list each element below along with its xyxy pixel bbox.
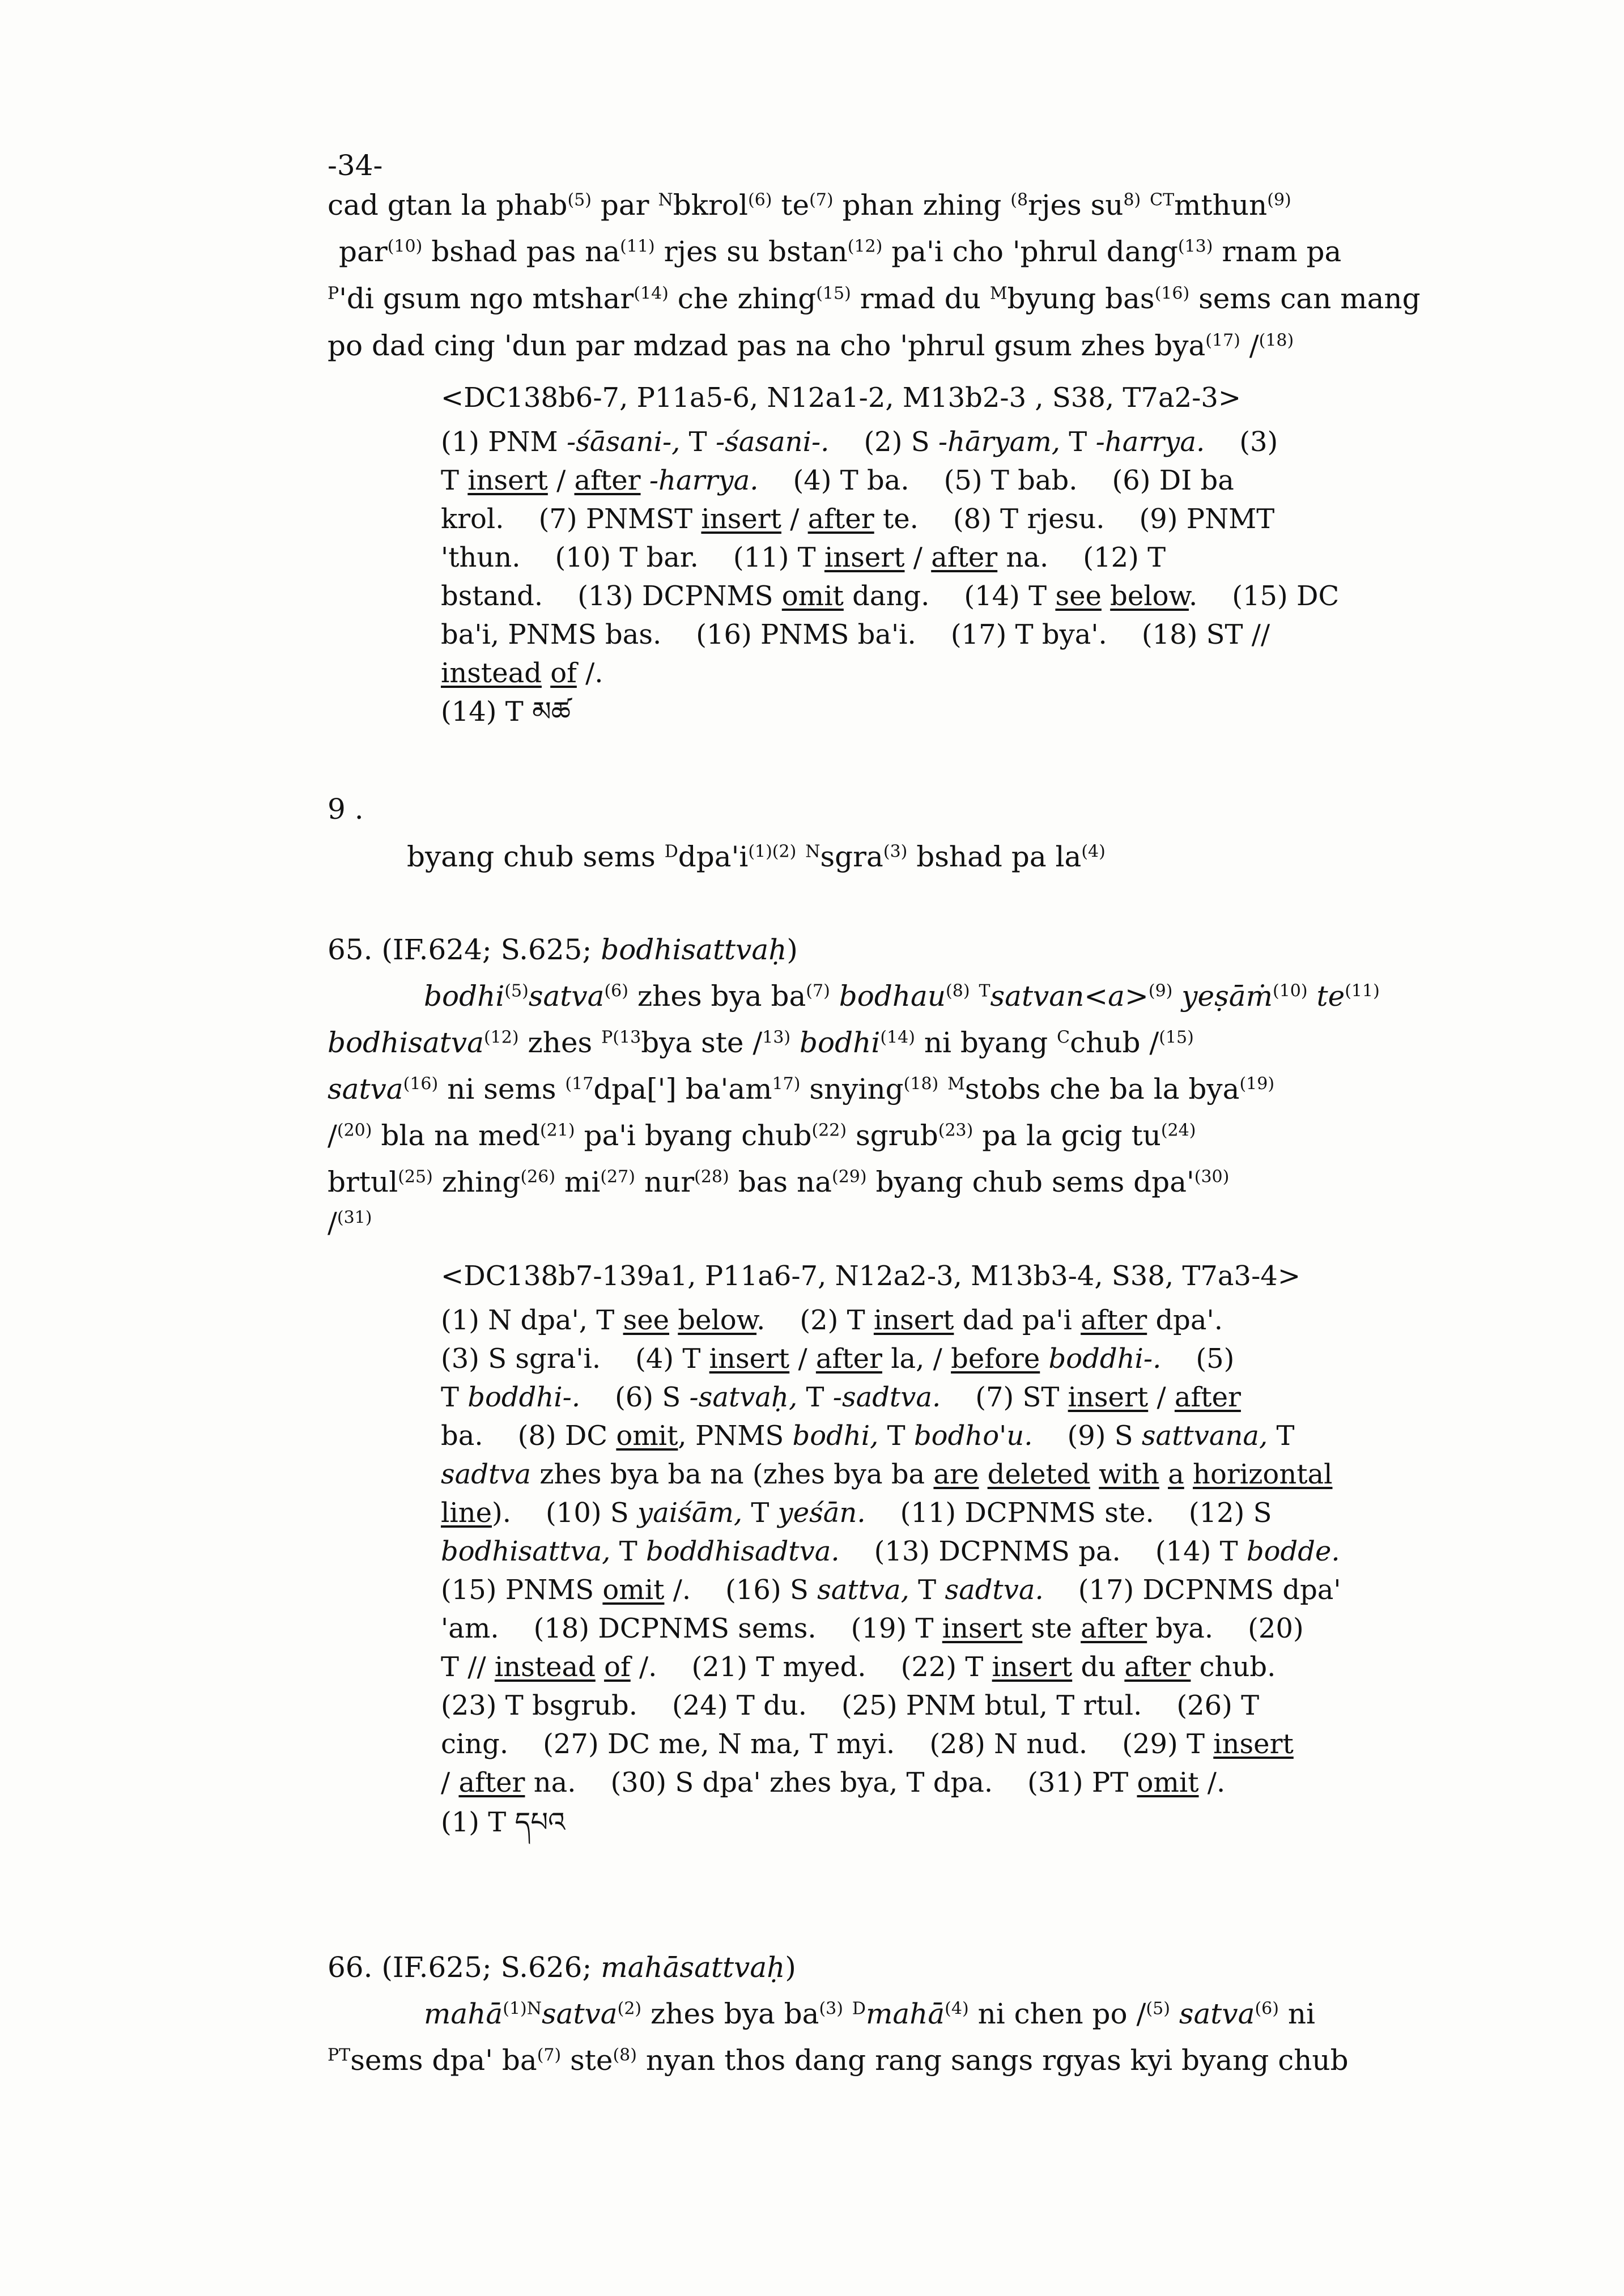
witness-refs: <DC138b6-7, P11a5-6, N12a1-2, M13b2-3 , S38, T7a2-3> (441, 382, 1242, 414)
text-line: $^{PT}$sems dpa' $ba^{(7)}$ ste$^{(8)}$ nyan thos dang rang sangs rgyas kyi byang chub (328, 2044, 1349, 2077)
footnote-line: bstand. (13) DCPNMS omit dang. (14) T see below. (15) DC (441, 580, 1340, 612)
witness-refs: <DC138b7-139a1, P11a6-7, N12a2-3, M13b3-4, S38, T7a3-4> (441, 1260, 1301, 1292)
footnote-line: line). (10) S yaiśām, T yeśān. (11) DCPNMS ste. (12) S (441, 1497, 1272, 1529)
footnote-line: ba'i, PNMS bas. (16) PNMS ba'i. (17) T bya'. (18) ST // (441, 619, 1270, 650)
text-line: /$^{(31)}$ (328, 1206, 372, 1239)
text-line: mahā$^{(1)N}$satva$^{(2)}$ zhes bya $ba^{(3)}$ $^D$mahā$^{(4)}$ ni chen po /$^{(5)}$ satva$^{(6)}$ ni (424, 1997, 1316, 2030)
text-line: bodhisatva$^{(12)}$ zhes $^{P(13}$bya ste /$^{13)}$ bodhi$^{(14)}$ ni byang $^C$chub /$^{(15)}$ (328, 1026, 1194, 1059)
footnote-line: / after na. (30) S dpa' zhes bya, T dpa. (31) PT omit /. (441, 1767, 1226, 1798)
footnote-line (441, 1805, 565, 1839)
tibetan-glyph: དཔའ (515, 1806, 566, 1838)
tibetan-glyph: མཚ (532, 696, 571, 728)
footnote-line: 'thun. (10) T bar. (11) T insert / after na. (12) T (441, 542, 1166, 573)
text-line: /$^{(20)}$ bla na med$^{(21)}$ pa'i byang chub$^{(22)}$ sgrub$^{(23)}$ pa la gcig $tu^{(24)}$ (328, 1119, 1196, 1152)
text-line: po dad cing 'dun par mdzad pas na cho 'phrul gsum zhes bya$^{(17)}$ /$^{(18)}$ (328, 329, 1294, 362)
footnote-line: cing. (27) DC me, N ma, T myi. (28) N nud. (29) T insert (441, 1728, 1294, 1760)
footnote-line: (3) S sgra'i. (4) T insert / after la, / before boddhi-. (5) (441, 1343, 1235, 1375)
footnote-line: sadtva zhes bya ba na (zhes bya ba are deleted with a horizontal (441, 1459, 1333, 1490)
footnote-line: krol. (7) PNMST insert / after te. (8) T rjesu. (9) PNMT (441, 503, 1275, 535)
section-title: byang chub sems $^Ddpa'i^{(1)(2)}$ $^N$sgra$^{(3)}$ bshad pa $la^{(4)}$ (407, 840, 1106, 873)
footnote-line: (15) PNMS omit /. (16) S sattva, T sadtva. (17) DCPNMS dpa' (441, 1574, 1341, 1606)
entry-heading: 65. (IF.624; S.625; bodhisattvaḥ) (328, 933, 798, 966)
footnote-label: (1) T (441, 1806, 507, 1838)
text-line: satva$^{(16)}$ ni sems $^{(17}$dpa['] $ba'am^{17)}$ snying$^{(18)}$ $^M$stobs che ba la bya$^{(19)}$ (328, 1073, 1275, 1106)
footnote-line (441, 695, 571, 729)
entry-heading: 66. (IF.625; S.626; mahāsattvaḥ) (328, 1951, 796, 1984)
footnote-line: bodhisattva, T boddhisadtva. (13) DCPNMS pa. (14) T bodde. (441, 1536, 1340, 1567)
text-line: $^P$'di gsum ngo mtshar$^{(14)}$ che zhing$^{(15)}$ rmad du $^M$byung bas$^{(16)}$ sems can mang (328, 282, 1421, 315)
footnote-line: T // instead of /. (21) T myed. (22) T insert du after chub. (441, 1651, 1276, 1683)
text-line: brtul$^{(25)}$ zhing$^{(26)}$ $mi^{(27)}$ nur$^{(28)}$ bas $na^{(29)}$ byang chub sems $dpa'^{(30)}$ (328, 1166, 1230, 1198)
footnote-line: instead of /. (441, 657, 603, 689)
section-number: 9 . (328, 793, 364, 826)
text-line: bodhi$^{(5)}$satva$^{(6)}$ zhes bya $ba^{(7)}$ bodhau$^{(8)}$ $^T$satvan<a>$^{(9)}$ yeṣāṁ$^{(10)}$ $te^{(11)}$ (424, 980, 1380, 1013)
footnote-label: (14) T (441, 696, 524, 728)
footnote-line: (1) N dpa', T see below. (2) T insert dad pa'i after dpa'. (441, 1304, 1223, 1336)
page-number: -34- (328, 149, 383, 182)
text-line: par$^{(10)}$ bshad pas $na^{(11)}$ rjes su bstan$^{(12)}$ pa'i cho 'phrul dang$^{(13)}$ rnam pa (339, 235, 1342, 268)
text-line: cad gtan la phab$^{(5)}$ par $^N$bkrol$^{(6)}$ $te^{(7)}$ phan zhing $^{(8}$rjes $su^{8)}$ $^{CT}$mthun$^{(9)}$ (328, 189, 1291, 222)
footnote-line: T boddhi-. (6) S -satvaḥ, T -sadtva. (7) ST insert / after (441, 1381, 1241, 1413)
footnote-line: 'am. (18) DCPNMS sems. (19) T insert ste after bya. (20) (441, 1613, 1304, 1644)
footnote-line: (23) T bsgrub. (24) T du. (25) PNM btul, T rtul. (26) T (441, 1690, 1260, 1721)
footnote-line: ba. (8) DC omit, PNMS bodhi, T bodho'u. (9) S sattvana, T (441, 1420, 1295, 1452)
footnote-line: (1) PNM -śāsani-, T -śasani-. (2) S -hāryam, T -harrya. (3) (441, 426, 1278, 458)
footnote-line: T insert / after -harrya. (4) T ba. (5) T bab. (6) DI ba (441, 465, 1234, 496)
